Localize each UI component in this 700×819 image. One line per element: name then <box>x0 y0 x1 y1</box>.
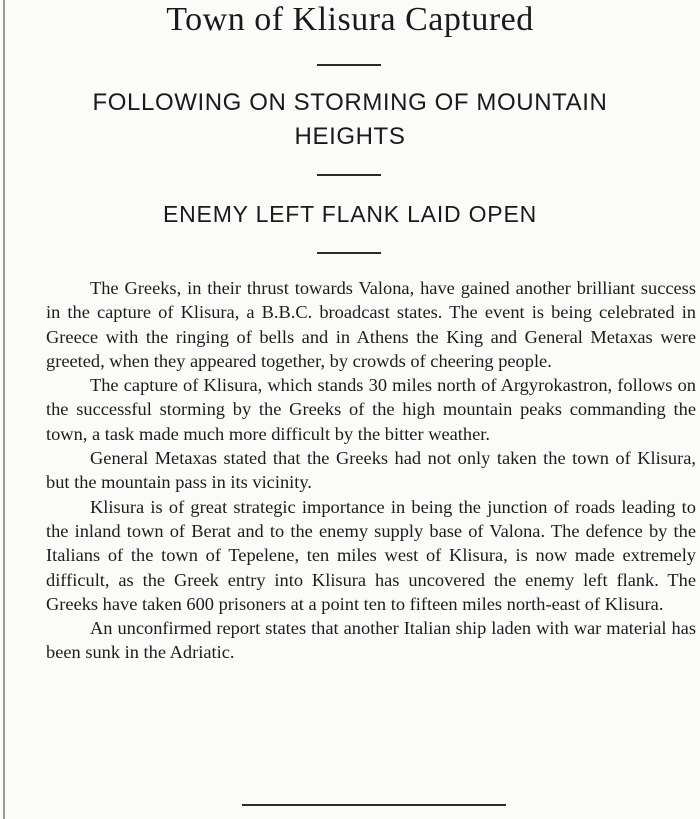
headline: Town of Klisura Captured <box>166 1 534 38</box>
divider-rule <box>317 174 381 176</box>
deck: ENEMY LEFT FLANK LAID OPEN <box>163 201 537 227</box>
paragraph: An unconfirmed report states that another Italian ship laden with war material has been sunk in the Adriatic. <box>46 618 696 663</box>
column-border <box>3 0 5 819</box>
end-rule <box>242 804 506 806</box>
paragraph: The Greeks, in their thrust towards Valona, have gained another brilliant success in the capture of Klisura, a B.B.C. broadcast states. The event is being celebrated in Greece with the ringing of bells and in Athens the King and General Metaxas were greeted, when they appeared together, by crowds of cheering people. <box>46 278 696 371</box>
subheadline: FOLLOWING ON STORMING OF MOUNTAIN HEIGHTS <box>92 89 608 150</box>
paragraph: General Metaxas stated that the Greeks had not only taken the town of Klisura, but the mountain pass in its vicinity. <box>46 448 696 493</box>
divider-rule <box>317 252 381 254</box>
article-body <box>46 276 696 665</box>
paragraph: The capture of Klisura, which stands 30 miles north of Argyrokastron, follows on the successful storming by the Greeks of the high mountain peaks commanding the town, a task made much more difficult by the bitter weather. <box>46 375 696 444</box>
divider-rule <box>317 64 381 66</box>
paragraph: Klisura is of great strategic importance in being the junction of roads leading to the inland town of Berat and to the enemy supply base of Valona. The defence by the Italians of the town of Tepelene, ten miles west of Klisura, is now made extremely difficult, as the Greek entry into Klisura has uncovered the enemy left flank. The Greeks have taken 600 prisoners at a point ten to fifteen miles north-east of Klisura. <box>46 496 696 614</box>
